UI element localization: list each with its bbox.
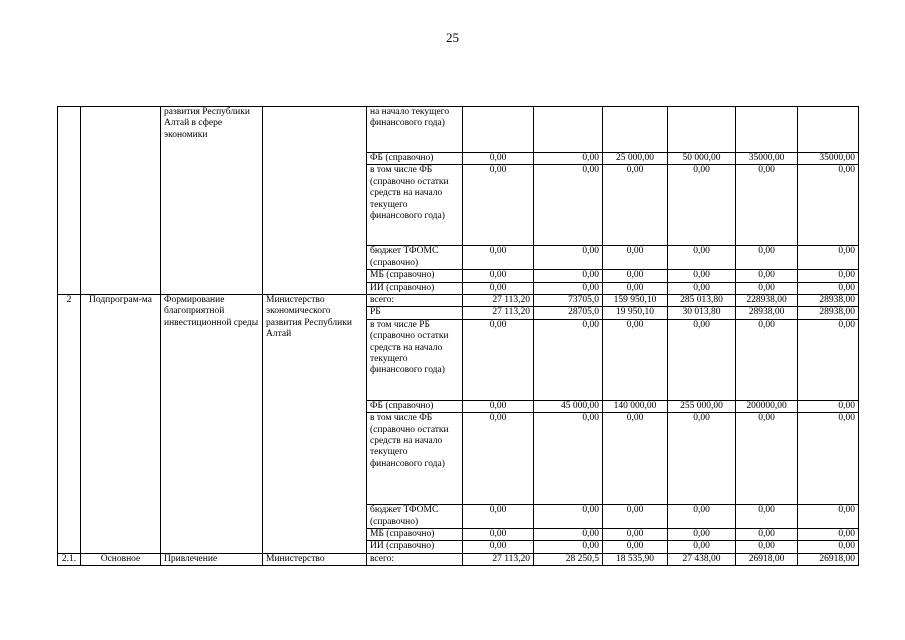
- source-cell: всего:: [367, 553, 463, 565]
- source-cell: РБ: [367, 307, 463, 319]
- value-cell: 0,00: [736, 270, 798, 282]
- value-cell: 0,00: [603, 541, 668, 553]
- value-cell: 0,00: [463, 153, 534, 165]
- value-cell: 0,00: [798, 165, 859, 246]
- source-cell: в том числе РБ (справочно остатки средств на начало текущего финансового года): [367, 319, 463, 400]
- value-cell: 0,00: [534, 413, 603, 505]
- value-cell: 30 013,80: [668, 307, 736, 319]
- value-cell: 0,00: [736, 529, 798, 541]
- budget-table: [57, 106, 859, 566]
- value-cell: [668, 107, 736, 153]
- value-cell: 0,00: [603, 246, 668, 270]
- value-cell: 0,00: [798, 400, 859, 412]
- value-cell: 0,00: [668, 282, 736, 294]
- value-cell: 26918,00: [736, 553, 798, 565]
- value-cell: [798, 107, 859, 153]
- value-cell: 0,00: [736, 413, 798, 505]
- value-cell: [603, 107, 668, 153]
- value-cell: 0,00: [534, 282, 603, 294]
- value-cell: 28938,00: [798, 307, 859, 319]
- program-name-cell: развития Республики Алтай в сфере экономики: [161, 107, 263, 295]
- value-cell: 28 250,5: [534, 553, 603, 565]
- value-cell: 35000,00: [798, 153, 859, 165]
- value-cell: 0,00: [603, 505, 668, 529]
- value-cell: 0,00: [798, 319, 859, 400]
- value-cell: 0,00: [534, 153, 603, 165]
- value-cell: 0,00: [798, 270, 859, 282]
- executor-cell: [263, 107, 367, 295]
- source-cell: ИИ (справочно): [367, 282, 463, 294]
- source-cell: МБ (справочно): [367, 529, 463, 541]
- value-cell: 0,00: [798, 282, 859, 294]
- value-cell: 0,00: [534, 319, 603, 400]
- value-cell: 0,00: [463, 246, 534, 270]
- value-cell: 0,00: [798, 541, 859, 553]
- value-cell: 0,00: [463, 400, 534, 412]
- value-cell: 45 000,00: [534, 400, 603, 412]
- value-cell: 0,00: [668, 413, 736, 505]
- type-cell: [81, 107, 161, 295]
- value-cell: 0,00: [534, 529, 603, 541]
- value-cell: 0,00: [668, 529, 736, 541]
- table-row: [58, 295, 859, 307]
- value-cell: 25 000,00: [603, 153, 668, 165]
- value-cell: 0,00: [603, 165, 668, 246]
- value-cell: 0,00: [463, 165, 534, 246]
- value-cell: 285 013,80: [668, 295, 736, 307]
- value-cell: 50 000,00: [668, 153, 736, 165]
- value-cell: 0,00: [463, 319, 534, 400]
- value-cell: 0,00: [736, 246, 798, 270]
- value-cell: 0,00: [668, 270, 736, 282]
- value-cell: 28938,00: [798, 295, 859, 307]
- value-cell: 0,00: [736, 165, 798, 246]
- value-cell: 0,00: [463, 413, 534, 505]
- value-cell: 0,00: [668, 505, 736, 529]
- source-cell: всего:: [367, 295, 463, 307]
- value-cell: 0,00: [463, 282, 534, 294]
- value-cell: 0,00: [534, 541, 603, 553]
- source-cell: ФБ (справочно): [367, 153, 463, 165]
- program-name-cell: Привлечение: [161, 553, 263, 565]
- type-cell: Основное: [81, 553, 161, 565]
- value-cell: 0,00: [463, 529, 534, 541]
- value-cell: 0,00: [736, 505, 798, 529]
- value-cell: 0,00: [798, 529, 859, 541]
- value-cell: 200000,00: [736, 400, 798, 412]
- program-name-cell: Формирование благоприятной инвестиционной среды: [161, 295, 263, 554]
- value-cell: 35000,00: [736, 153, 798, 165]
- value-cell: 159 950,10: [603, 295, 668, 307]
- value-cell: 0,00: [798, 505, 859, 529]
- value-cell: [463, 107, 534, 153]
- value-cell: 0,00: [603, 282, 668, 294]
- value-cell: 0,00: [463, 505, 534, 529]
- value-cell: 0,00: [668, 246, 736, 270]
- value-cell: 0,00: [603, 529, 668, 541]
- block-1: [58, 107, 859, 295]
- num-cell: 2: [58, 295, 81, 554]
- value-cell: 19 950,10: [603, 307, 668, 319]
- value-cell: 255 000,00: [668, 400, 736, 412]
- value-cell: 228938,00: [736, 295, 798, 307]
- table-row: [58, 107, 859, 153]
- value-cell: [736, 107, 798, 153]
- block-2: [58, 295, 859, 554]
- value-cell: 140 000,00: [603, 400, 668, 412]
- value-cell: 0,00: [603, 413, 668, 505]
- page-number: 25: [446, 30, 459, 45]
- value-cell: 26918,00: [798, 553, 859, 565]
- num-cell: 2.1.: [58, 553, 81, 565]
- value-cell: 28938,00: [736, 307, 798, 319]
- value-cell: 0,00: [798, 413, 859, 505]
- value-cell: 0,00: [534, 246, 603, 270]
- value-cell: 0,00: [534, 505, 603, 529]
- value-cell: 18 535,90: [603, 553, 668, 565]
- value-cell: 27 113,20: [463, 553, 534, 565]
- value-cell: 0,00: [534, 270, 603, 282]
- executor-cell: Министерство: [263, 553, 367, 565]
- source-cell: МБ (справочно): [367, 270, 463, 282]
- value-cell: 0,00: [668, 319, 736, 400]
- value-cell: 0,00: [668, 541, 736, 553]
- executor-cell: Министерство экономического развития Республики Алтай: [263, 295, 367, 554]
- num-cell: [58, 107, 81, 295]
- value-cell: 0,00: [463, 541, 534, 553]
- value-cell: 0,00: [603, 319, 668, 400]
- source-cell: на начало текущего финансового года): [367, 107, 463, 153]
- source-cell: в том числе ФБ (справочно остатки средств на начало текущего финансового года): [367, 413, 463, 505]
- source-cell: ИИ (справочно): [367, 541, 463, 553]
- value-cell: 0,00: [736, 319, 798, 400]
- value-cell: 0,00: [736, 282, 798, 294]
- type-cell: Подпрограм-ма: [81, 295, 161, 554]
- value-cell: 27 113,20: [463, 295, 534, 307]
- value-cell: 0,00: [534, 165, 603, 246]
- value-cell: 0,00: [668, 165, 736, 246]
- source-cell: бюджет ТФОМС (справочно): [367, 505, 463, 529]
- value-cell: 27 438,00: [668, 553, 736, 565]
- value-cell: 0,00: [798, 246, 859, 270]
- source-cell: в том числе ФБ (справочно остатки средств на начало текущего финансового года): [367, 165, 463, 246]
- value-cell: 27 113,20: [463, 307, 534, 319]
- value-cell: 0,00: [603, 270, 668, 282]
- value-cell: 73705,0: [534, 295, 603, 307]
- table-row: [58, 553, 859, 565]
- value-cell: 28705,0: [534, 307, 603, 319]
- source-cell: ФБ (справочно): [367, 400, 463, 412]
- block-3: [58, 553, 859, 565]
- value-cell: [534, 107, 603, 153]
- source-cell: бюджет ТФОМС (справочно): [367, 246, 463, 270]
- value-cell: 0,00: [463, 270, 534, 282]
- value-cell: 0,00: [736, 541, 798, 553]
